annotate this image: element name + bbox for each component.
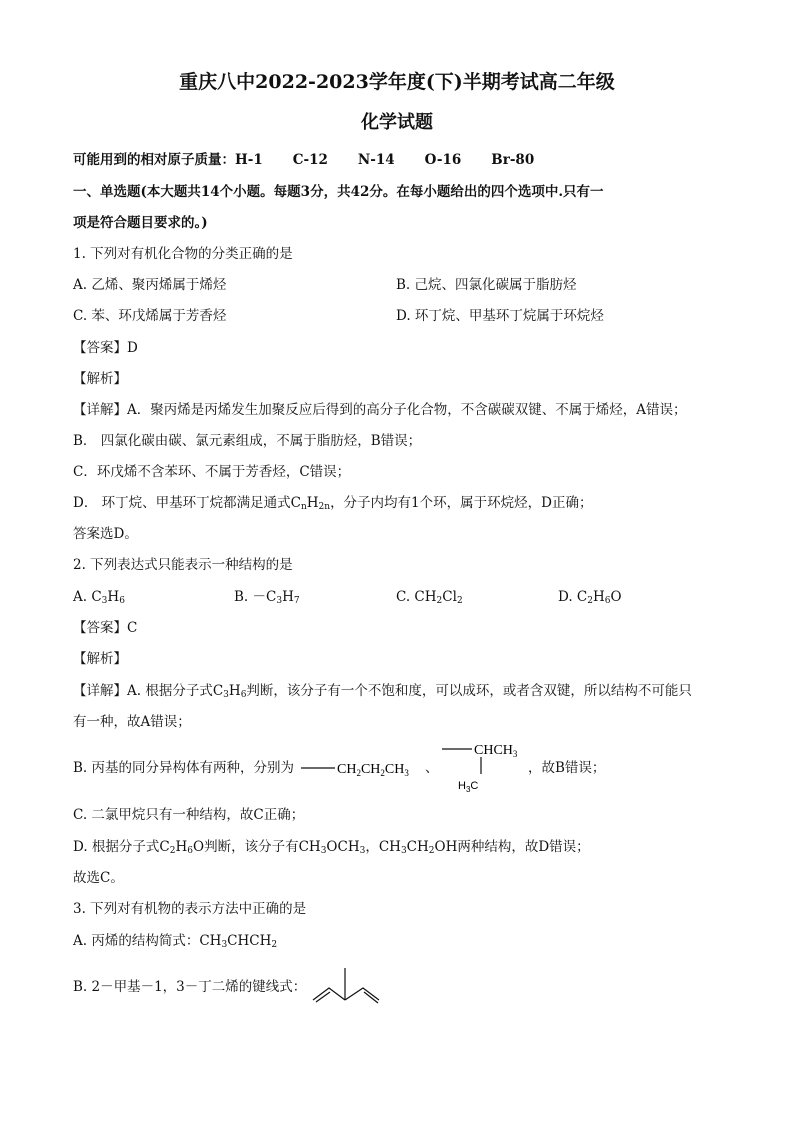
mass-item: N-14 (357, 152, 395, 168)
propyl-structure-iso (440, 739, 540, 795)
skeletal-formula-isoprene (311, 966, 386, 1006)
q2-detail-2: 有一种，故A错误； (73, 714, 191, 730)
double-bond-line (316, 992, 330, 1002)
mass-item: Br-80 (491, 152, 535, 168)
q1-detail-2: B． 四氯化碳由碳、氯元素组成，不属于脂肪烃，B错误； (73, 433, 422, 449)
q2-answer: 【答案】C (73, 620, 138, 636)
structure-separator: 、 (425, 760, 439, 776)
q2-detail-3-suffix: ，故B错误； (528, 760, 606, 776)
q1-option-a: A. 乙烯、聚丙烯属于烯烃 (73, 277, 227, 293)
q1-detail-5: 答案选D。 (73, 526, 138, 542)
q2-option-b: B. $-C_3H_7$ (234, 589, 300, 606)
q1-answer: 【答案】D (73, 340, 138, 356)
q2-detail-6: 故选C。 (73, 870, 124, 886)
q3-option-a: A. 丙烯的结构简式：$CH_3CHCH_2$ (73, 933, 278, 950)
section-heading-line1: 一、单选题(本大题共14个小题。每题3分，共42分。在每小题给出的四个选项中.只有一 (73, 184, 604, 200)
q1-analysis-label: 【解析】 (73, 371, 127, 387)
q1-detail-3: C．环戊烯不含苯环、不属于芳香烃，C错误； (73, 464, 351, 480)
atomic-masses-label: 可能用到的相对原子质量： (73, 152, 235, 168)
page-subtitle: 化学试题 (361, 112, 433, 133)
section-heading-line2: 项是符合题目要求的。) (73, 215, 208, 231)
atomic-masses (73, 151, 564, 169)
q1-detail-4: D． 环丁烷、甲基环丁烷都满足通式$C_nH_{2n}$，分子内均有1个环，属于环烷烃，D正确； (73, 495, 593, 512)
q3-option-b: B. 2－甲基－1，3－丁二烯的键线式： (73, 979, 307, 995)
q2-detail-3-prefix: B. 丙基的同分异构体有两种，分别为 (73, 760, 295, 776)
q2-detail-5: D. 根据分子式$C_2H_6O$判断，该分子有$CH_3OCH_3$，$CH_3CH_2OH$两种结构，故D错误； (73, 839, 590, 856)
q2-detail-4: C. 二氯甲烷只有一种结构，故C正确； (73, 807, 305, 823)
q1-option-b: B. 己烷、四氯化碳属于脂肪烃 (396, 277, 577, 293)
q2-option-c: C. $CH_2Cl_2$ (396, 589, 463, 606)
propyl-structure-n (299, 757, 429, 779)
mass-item: H-1 (235, 152, 263, 168)
q1-stem: 1. 下列对有机化合物的分类正确的是 (73, 246, 293, 262)
q2-option-d: D. $C_2H_6O$ (558, 589, 622, 606)
q2-stem: 2. 下列表达式只能表示一种结构的是 (73, 557, 293, 573)
isopropyl-top-label: $CHCH_3$ (474, 743, 518, 759)
mass-item: O-16 (424, 152, 462, 168)
q3-stem: 3. 下列对有机物的表示方法中正确的是 (73, 901, 307, 917)
q2-option-a: A. $C_3H_6$ (73, 589, 125, 606)
bond-line (345, 988, 379, 1000)
q1-detail-1: 【详解】A．聚丙烯是丙烯发生加聚反应后得到的高分子化合物，不含碳碳双键、不属于烯烃，A错误； (73, 402, 687, 418)
mass-item: C-12 (292, 152, 328, 168)
methyl-label: $H_3C$ (458, 780, 479, 794)
page-title: 重庆八中2022-2023学年度(下)半期考试高二年级 (179, 71, 615, 93)
q1-option-d: D. 环丁烷、甲基环丁烷属于环烷烃 (396, 308, 604, 324)
q2-detail-1: 【详解】A. 根据分子式$C_3H_6$判断，该分子有一个不饱和度，可以成环，或者含双键，所以结构不可能只 (73, 683, 692, 700)
bond-line (313, 988, 345, 1000)
n-propyl-label: $CH_2CH_2CH_3$ (337, 762, 409, 778)
q2-analysis-label: 【解析】 (73, 651, 127, 667)
q1-option-c: C. 苯、环戊烯属于芳香烃 (73, 308, 227, 324)
